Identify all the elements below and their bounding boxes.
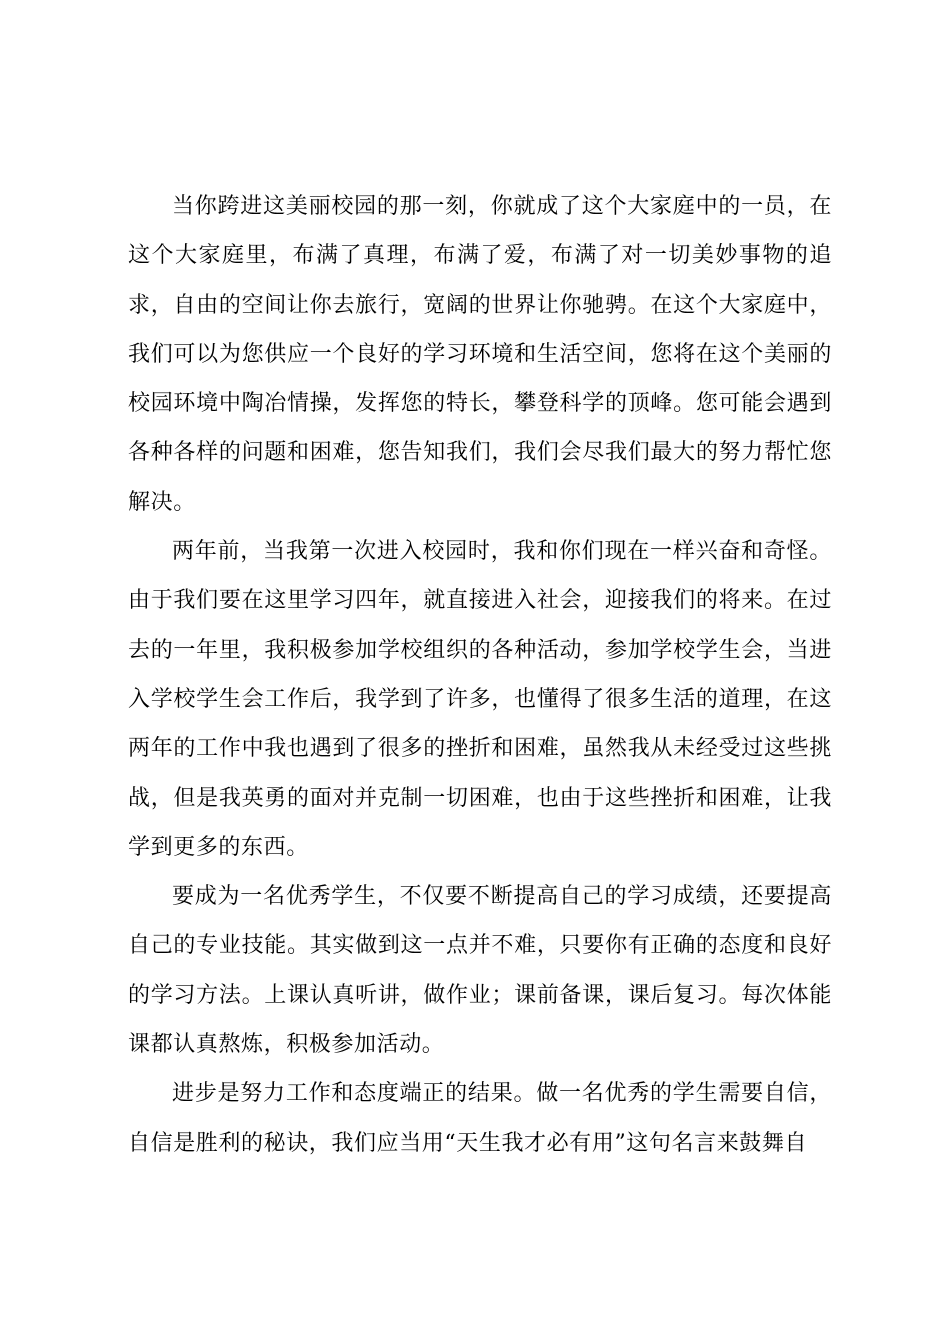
document-body: [128, 182, 832, 1168]
paragraph-3: 要成为一名优秀学生，不仅要不断提高自己的学习成绩，还要提高自己的专业技能。其实做到这一点并不难，只要你有正确的态度和良好的学习方法。上课认真听讲，做作业；课前备课，课后复习。每次体能课都认真熬炼，积极参加活动。: [128, 884, 832, 1058]
paragraph-2: 两年前，当我第一次进入校园时，我和你们现在一样兴奋和奇怪。由于我们要在这里学习四年，就直接进入社会，迎接我们的将来。在过去的一年里，我积极参加学校组织的各种活动，参加学校学生会，当进入学校学生会工作后，我学到了许多，也懂得了很多生活的道理，在这两年的工作中我也遇到了很多的挫折和困难，虽然我从未经受过这些挑战，但是我英勇的面对并克制一切困难，也由于这些挫折和困难，让我学到更多的东西。: [128, 539, 832, 860]
paragraph-1: 当你跨进这美丽校园的那一刻，你就成了这个大家庭中的一员，在这个大家庭里，布满了真理，布满了爱，布满了对一切美妙事物的追求，自由的空间让你去旅行，宽阔的世界让你驰骋。在这个大家庭中，我们可以为您供应一个良好的学习环境和生活空间，您将在这个美丽的校园环境中陶冶情操，发挥您的特长，攀登科学的顶峰。您可能会遇到各种各样的问题和困难，您告知我们，我们会尽我们最大的努力帮忙您解决。: [128, 194, 832, 515]
paragraph-4: 进步是努力工作和态度端正的结果。做一名优秀的学生需要自信，自信是胜利的秘诀，我们应当用“天生我才必有用”这句名言来鼓舞自: [128, 1081, 832, 1156]
